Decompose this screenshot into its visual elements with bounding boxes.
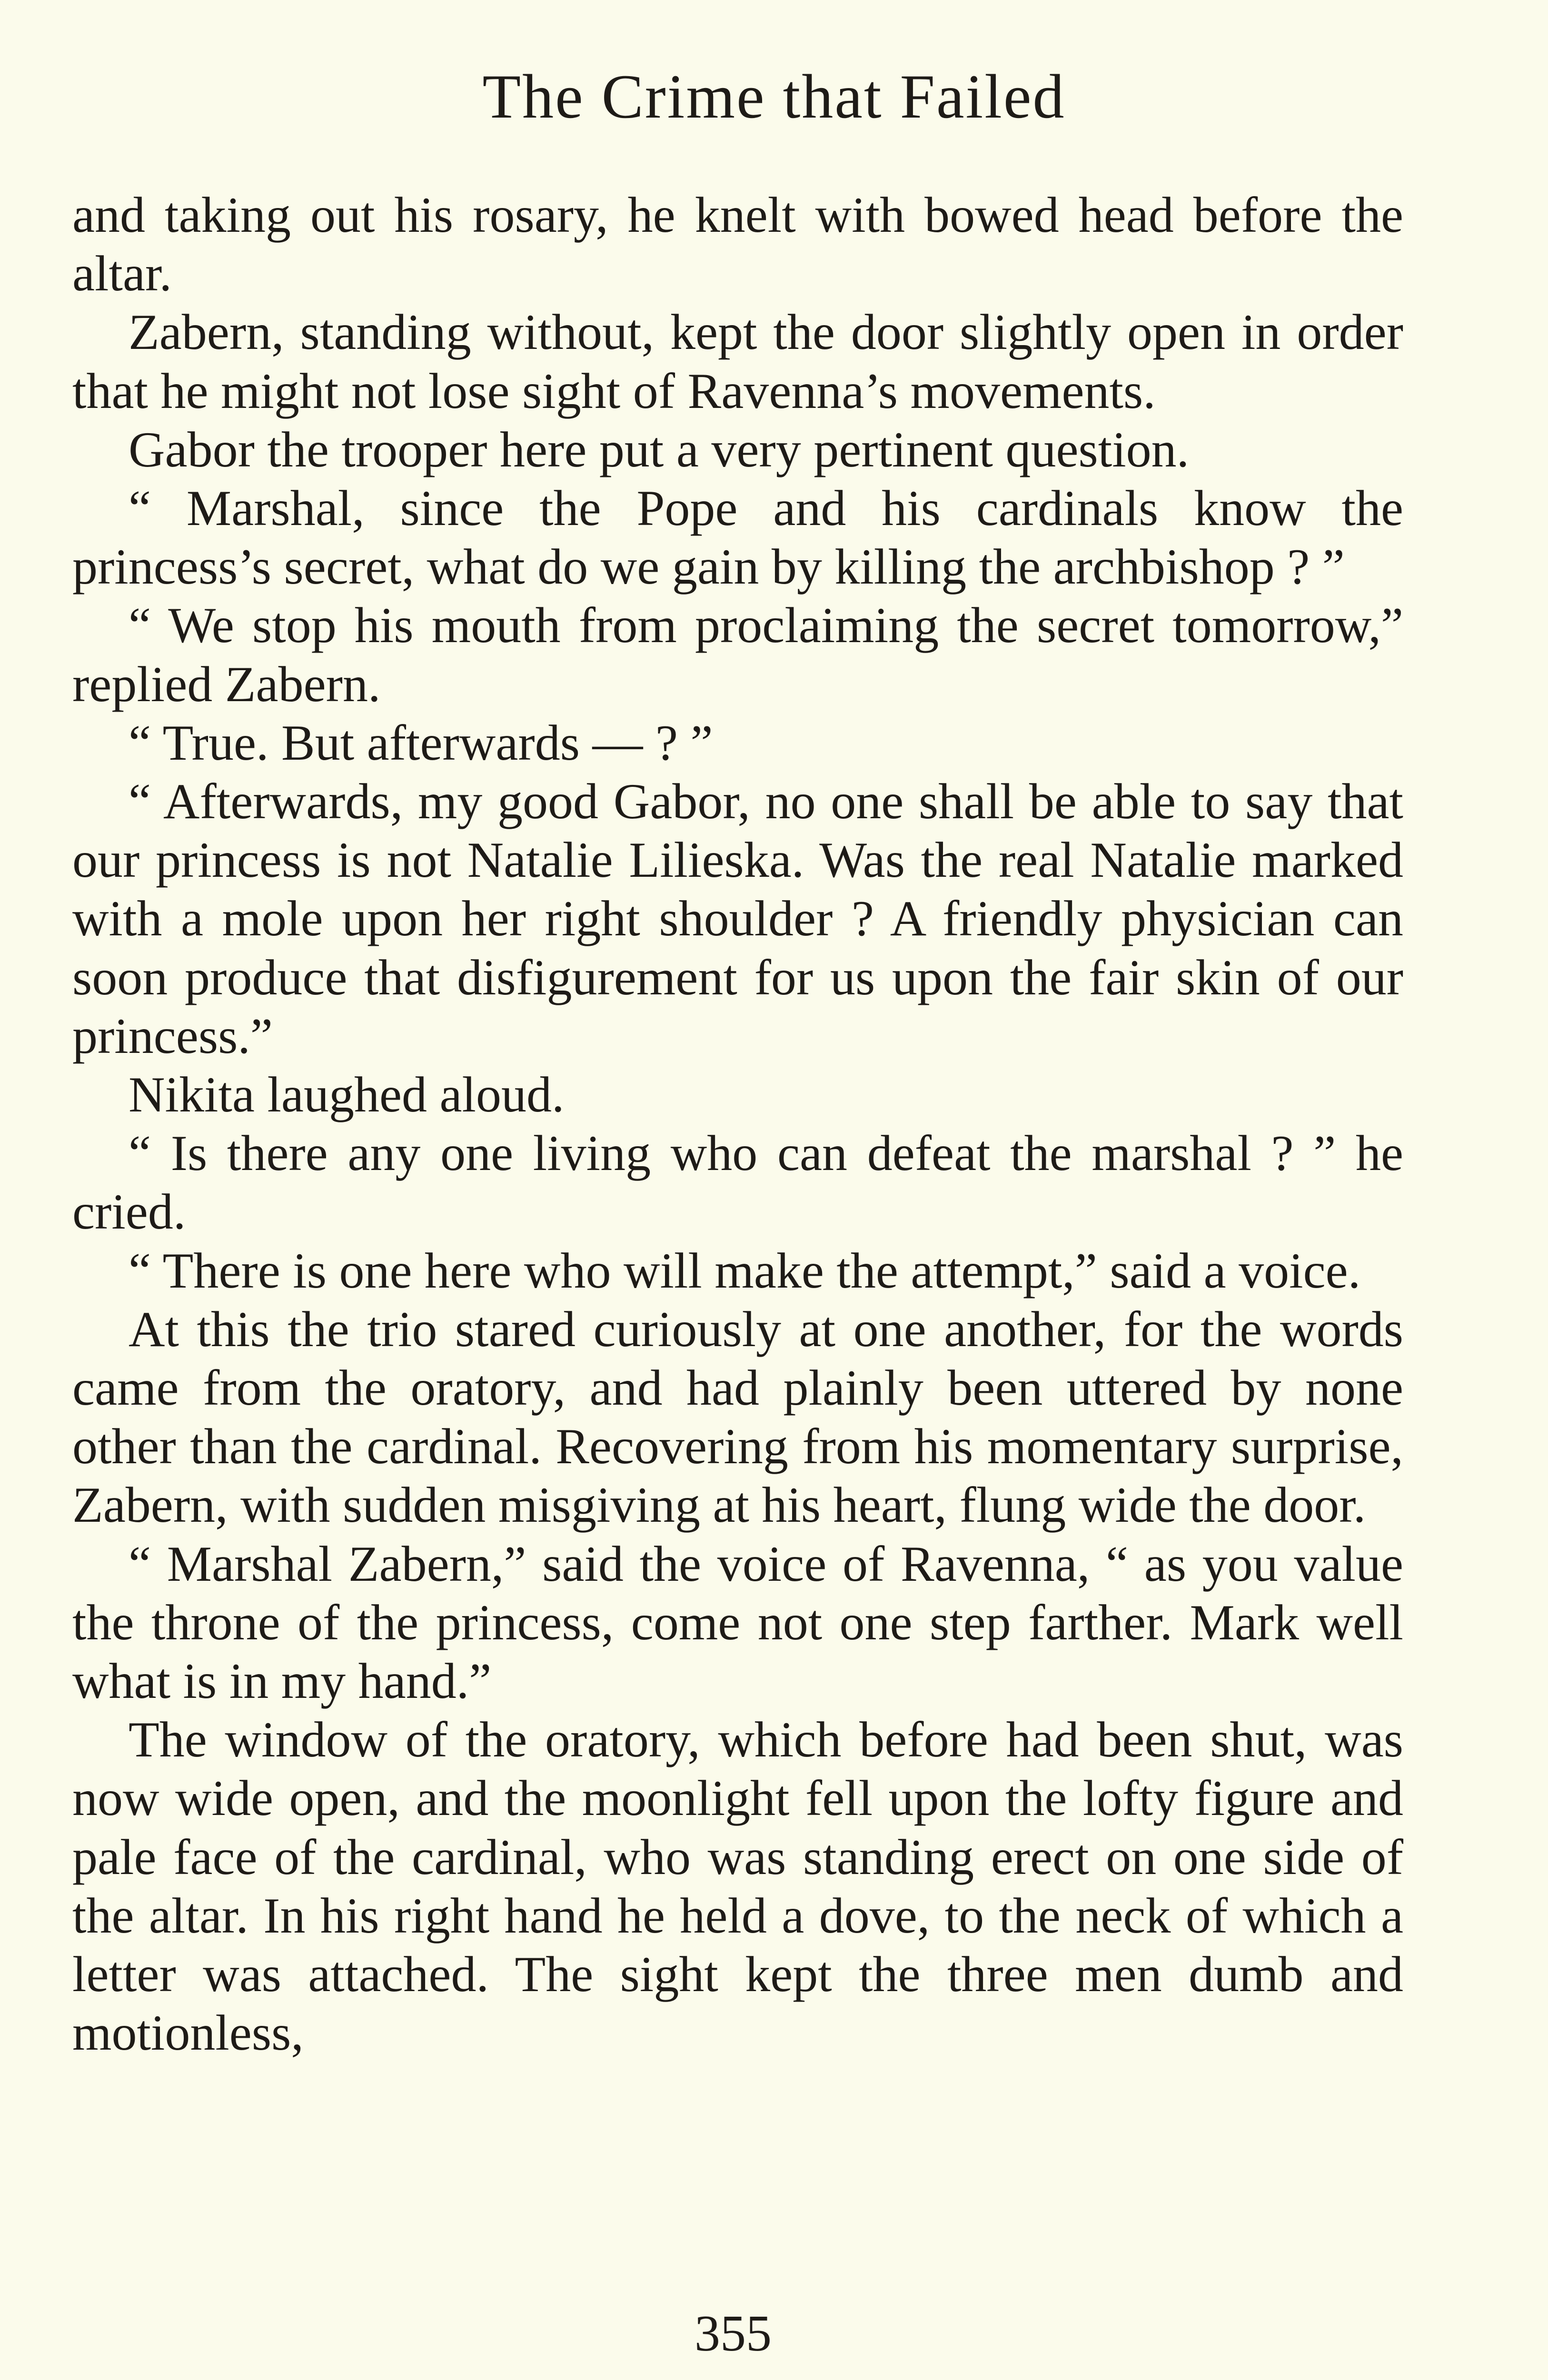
body-text [72, 186, 1403, 2063]
paragraph-5: “ We stop his mouth from proclaiming the secret tomorrow,” replied Zabern. [72, 597, 1403, 712]
paragraph-3: Gabor the trooper here put a very pertinent question. [129, 421, 1190, 477]
paragraph-2: Zabern, standing without, kept the door slightly open in order that he might not lose sight of Ravenna’s movements. [72, 304, 1403, 419]
paragraph-8: Nikita laughed aloud. [129, 1067, 565, 1123]
paragraph-9: “ Is there any one living who can defeat the marshal ? ” he cried. [72, 1125, 1403, 1240]
running-head: The Crime that Failed [482, 61, 1066, 131]
paragraph-13: The window of the oratory, which before had been shut, was now wide open, and the moonlight fell upon the lofty figure and pale face of the cardinal, who was standing erect on one side of the altar. In his right hand he held a dove, to the neck of which a letter was attached. The sight kept the three men dumb and motionless, [72, 1712, 1403, 2061]
paragraph-12: “ Marshal Zabern,” said the voice of Ravenna, “ as you value the throne of the princess, come not one step farther. Mark well what is in my hand.” [72, 1536, 1403, 1709]
paragraph-1: and taking out his rosary, he knelt with bowed head before the altar. [72, 187, 1403, 302]
paragraph-6: “ True. But afterwards — ? ” [129, 714, 713, 771]
paragraph-10: “ There is one here who will make the attempt,” said a voice. [129, 1242, 1361, 1299]
paragraph-7: “ Afterwards, my good Gabor, no one shall be able to say that our princess is not Natalie Lilieska. Was the real Natalie marked with a mole upon her right shoulder ? A friendly physician can soon produce that disfigurement for us upon the fair skin of our princess.” [72, 774, 1403, 1064]
page-number: 355 [695, 2305, 772, 2362]
paragraph-11: At this the trio stared curiously at one another, for the words came from the oratory, and had plainly been uttered by none other than the cardinal. Recovering from his momentary surprise, Zabern, with sudden misgiving at his heart, flung wide the door. [72, 1301, 1403, 1533]
paragraph-4: “ Marshal, since the Pope and his cardinals know the princess’s secret, what do we gain by killing the archbishop ? ” [72, 480, 1403, 595]
